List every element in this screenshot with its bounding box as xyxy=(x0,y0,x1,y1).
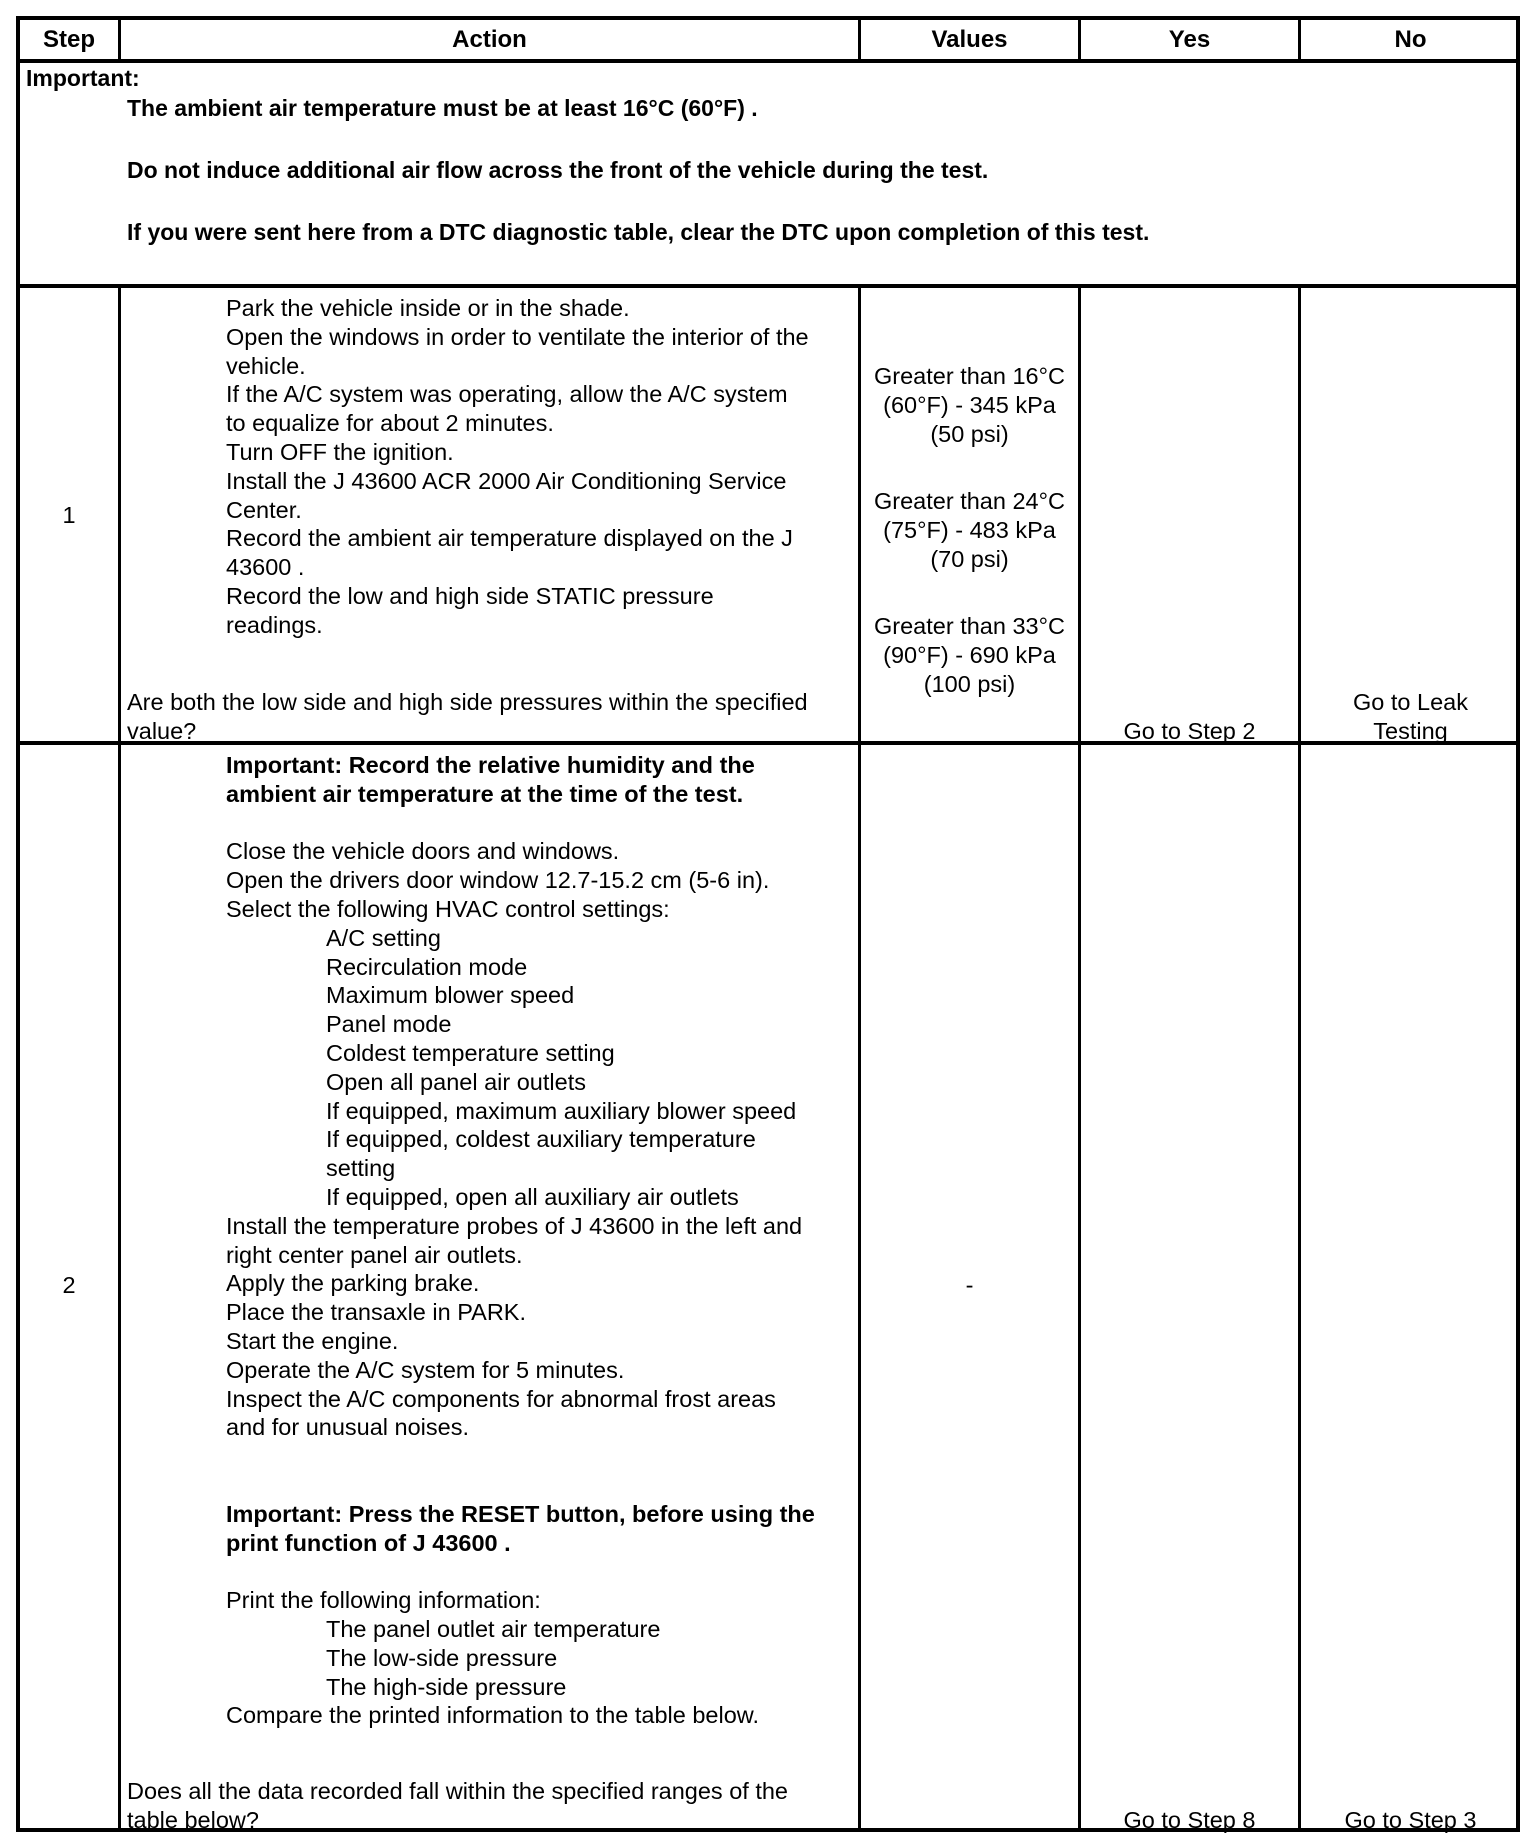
col-divider xyxy=(1298,286,1301,1832)
step-number: 2 xyxy=(62,1272,76,1298)
action-line: right center panel air outlets. xyxy=(226,1241,523,1268)
important-note: Do not induce additional air flow across the front of the vehicle during the test. xyxy=(127,157,989,183)
hvac-setting: Maximum blower speed xyxy=(326,982,575,1009)
no-link[interactable]: Go to Step 3 xyxy=(1344,1807,1477,1833)
action-line: Operate the A/C system for 5 minutes. xyxy=(226,1356,625,1383)
header-yes: Yes xyxy=(1168,26,1211,53)
important-note: print function of J 43600 . xyxy=(226,1529,511,1556)
yes-link[interactable]: Go to Step 8 xyxy=(1123,1807,1256,1833)
print-item: The high-side pressure xyxy=(326,1673,567,1700)
value-line: Greater than 16°C xyxy=(874,363,1065,389)
row-divider xyxy=(20,284,1520,288)
question-line: table below? xyxy=(127,1806,259,1833)
action-line: Apply the parking brake. xyxy=(226,1270,480,1297)
action-line: Open the drivers door window 12.7-15.2 cm (5-6 in). xyxy=(226,867,770,894)
value-line: (100 psi) xyxy=(923,670,1016,697)
col-divider xyxy=(118,286,121,1832)
action-line: 43600 . xyxy=(226,554,305,581)
action-line: Record the ambient air temperature displayed on the J xyxy=(226,525,793,552)
action-line: Inspect the A/C components for abnormal frost areas xyxy=(226,1385,776,1412)
important-label: Important: xyxy=(26,65,140,91)
important-note: Important: Record the relative humidity and the xyxy=(226,752,755,778)
value-line: (90°F) - 690 kPa xyxy=(883,641,1056,668)
question-line: Are both the low side and high side pressures within the specified xyxy=(127,689,808,715)
hvac-setting: Recirculation mode xyxy=(326,953,528,980)
action-line: Compare the printed information to the table below. xyxy=(226,1702,759,1729)
hvac-setting: Open all panel air outlets xyxy=(326,1068,586,1095)
hvac-setting: A/C setting xyxy=(326,924,441,951)
action-steps xyxy=(226,294,856,640)
print-item: The low-side pressure xyxy=(326,1644,558,1671)
yes-link[interactable]: Go to Step 2 xyxy=(1123,718,1256,744)
no-link[interactable] xyxy=(1301,688,1520,746)
important-note: The ambient air temperature must be at least 16°C (60°F) . xyxy=(127,95,758,121)
hvac-setting: If equipped, coldest auxiliary temperature xyxy=(326,1126,756,1153)
value-range xyxy=(861,612,1078,698)
step-number: 1 xyxy=(62,502,76,528)
value-range xyxy=(861,362,1078,448)
header-action: Action xyxy=(452,26,527,53)
action-line: readings. xyxy=(226,611,323,638)
action-line: Park the vehicle inside or in the shade. xyxy=(226,295,630,321)
action-line: Select the following HVAC control settings: xyxy=(226,895,670,922)
action-steps xyxy=(226,751,858,1730)
action-line: Record the low and high side STATIC pressure xyxy=(226,582,714,609)
hvac-setting: If equipped, open all auxiliary air outlets xyxy=(326,1183,739,1210)
hvac-setting: If equipped, maximum auxiliary blower speed xyxy=(326,1097,797,1124)
action-line: Close the vehicle doors and windows. xyxy=(226,838,620,865)
action-line: and for unusual noises. xyxy=(226,1414,469,1441)
important-note: Important: Press the RESET button, before using the xyxy=(226,1500,815,1527)
action-line: Place the transaxle in PARK. xyxy=(226,1299,526,1326)
action-line: Open the windows in order to ventilate the interior of the xyxy=(226,323,809,350)
spacer xyxy=(226,809,858,838)
spacer xyxy=(226,1442,858,1500)
question-line: value? xyxy=(127,717,197,744)
value-range xyxy=(861,487,1078,573)
no-link-line: Testing xyxy=(1373,717,1448,744)
action-line: Center. xyxy=(226,496,302,523)
action-line: Turn OFF the ignition. xyxy=(226,438,454,465)
value-range: - xyxy=(965,1272,974,1298)
value-line: (75°F) - 483 kPa xyxy=(883,516,1056,543)
row-divider xyxy=(20,59,1520,63)
no-link-line: Go to Leak xyxy=(1353,689,1468,715)
col-divider xyxy=(1078,286,1081,1832)
question-line: Does all the data recorded fall within the specified ranges of the xyxy=(127,1778,789,1804)
value-line: (70 psi) xyxy=(930,545,1009,572)
spacer xyxy=(226,1557,858,1586)
action-line: Print the following information: xyxy=(226,1587,541,1614)
action-line: If the A/C system was operating, allow the A/C system xyxy=(226,381,788,408)
value-line: (50 psi) xyxy=(930,420,1009,447)
hvac-setting: setting xyxy=(326,1155,396,1182)
action-line: Start the engine. xyxy=(226,1327,399,1354)
value-line: Greater than 24°C xyxy=(874,488,1065,514)
step-question xyxy=(127,1777,857,1835)
step-question xyxy=(127,688,857,746)
value-line: Greater than 33°C xyxy=(874,613,1065,639)
important-note: If you were sent here from a DTC diagnostic table, clear the DTC upon completion of this test. xyxy=(127,219,1150,245)
value-line: (60°F) - 345 kPa xyxy=(883,391,1056,418)
header-step: Step xyxy=(42,26,95,53)
action-line: Install the J 43600 ACR 2000 Air Conditioning Service xyxy=(226,467,787,494)
print-item: The panel outlet air temperature xyxy=(326,1615,661,1642)
hvac-setting: Panel mode xyxy=(326,1011,452,1038)
header-no: No xyxy=(1394,26,1427,53)
action-line: vehicle. xyxy=(226,352,306,379)
hvac-setting: Coldest temperature setting xyxy=(326,1039,615,1066)
action-line: Install the temperature probes of J 43600 in the left and xyxy=(226,1212,803,1239)
important-note: ambient air temperature at the time of the test. xyxy=(226,780,744,807)
header-values: Values xyxy=(931,26,1008,53)
action-line: to equalize for about 2 minutes. xyxy=(226,410,554,437)
diagnostic-table xyxy=(16,16,1520,1832)
